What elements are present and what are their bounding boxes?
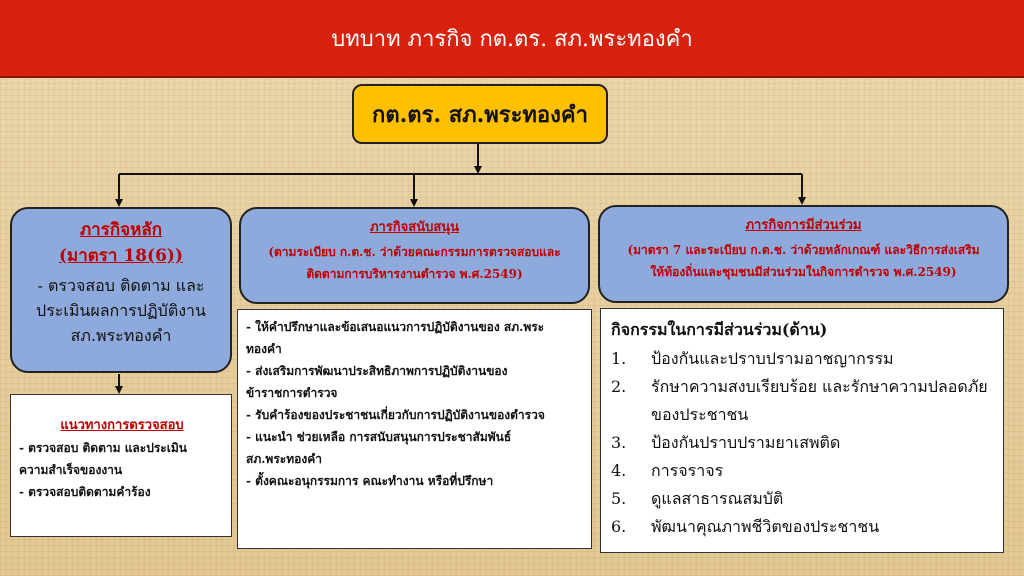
item-text: ป้องกันและปราบปรามอาชญากรรม: [651, 349, 894, 368]
root-node: [352, 84, 608, 144]
support-mission-sub: ติดตามการบริหารงานตำรวจ พ.ศ.2549): [306, 267, 523, 281]
main-mission-line: สภ.พระทองคำ: [70, 326, 172, 345]
root-label: กต.ตร. สภ.พระทองคำ: [372, 101, 588, 128]
inspection-title: แนวทางการตรวจสอบ: [60, 418, 184, 433]
main-mission-heading: ภารกิจหลัก: [79, 220, 163, 240]
main-mission-line: - ตรวจสอบ ติดตาม และ: [37, 276, 205, 295]
item-number: 5.: [611, 489, 627, 508]
support-detail-line: - แนะนำ ช่วยเหลือ การสนับสนุนการประชาสัมพันธ์: [246, 430, 512, 444]
participation-mission-sub: (มาตรา 7 และระเบียบ ก.ต.ช. ว่าด้วยหลักเกณฑ์ และวิธีการส่งเสริม: [627, 243, 980, 257]
participation-mission-sub: ให้ท้องถิ่นและชุมชนมีส่วนร่วมในกิจการตำรวจ พ.ศ.2549): [650, 265, 957, 279]
list-item: [611, 373, 995, 401]
inspection-line: - ตรวจสอบติดตามคำร้อง: [19, 485, 151, 499]
support-detail-line: ทองคำ: [246, 342, 282, 356]
item-number: 2.: [611, 377, 627, 396]
item-number: [611, 401, 651, 429]
item-text: ป้องกันปราบปรามยาเสพติด: [651, 433, 841, 452]
item-number: 3.: [611, 433, 627, 452]
support-detail-line: - รับคำร้องของประชาชนเกี่ยวกับการปฏิบัติงานของตำรวจ: [246, 408, 545, 422]
inspection-guidelines-box: [10, 394, 232, 537]
support-mission-heading: ภารกิจสนับสนุน: [369, 220, 460, 235]
list-item: [611, 429, 995, 457]
item-number: 4.: [611, 461, 627, 480]
support-detail-line: สภ.พระทองคำ: [246, 452, 322, 466]
item-text: พัฒนาคุณภาพชีวิตของประชาชน: [651, 517, 880, 536]
participation-list: [611, 345, 995, 541]
list-item: [611, 513, 995, 541]
item-text: ของประชาชน: [651, 405, 749, 424]
main-mission-line: ประเมินผลการปฏิบัติงาน: [36, 301, 206, 320]
list-item: [611, 457, 995, 485]
participation-mission-heading: ภารกิจการมีส่วนร่วม: [745, 218, 862, 233]
support-detail-line: - ส่งเสริมการพัฒนาประสิทธิภาพการปฏิบัติงานของ: [246, 364, 508, 378]
list-item: [611, 401, 995, 429]
item-text: การจราจร: [651, 461, 724, 480]
support-details-box: [237, 309, 592, 549]
item-number: 1.: [611, 349, 627, 368]
support-detail-line: ข้าราชการตำรวจ: [246, 386, 338, 400]
item-text: รักษาความสงบเรียบร้อย และรักษาความปลอดภัย: [651, 377, 988, 396]
support-mission-sub: (ตามระเบียบ ก.ต.ช. ว่าด้วยคณะกรรมการตรวจสอบและ: [268, 245, 561, 259]
participation-activities-box: [600, 308, 1004, 553]
participation-title: กิจกรรมในการมีส่วนร่วม(ด้าน): [611, 320, 828, 339]
support-detail-line: - ให้คำปรึกษาและข้อเสนอแนวการปฏิบัติงานของ สภ.พระ: [246, 320, 545, 334]
banner-title: บทบาท ภารกิจ กต.ตร. สภ.พระทองคำ: [331, 26, 693, 52]
list-item: [611, 345, 995, 373]
main-mission-subheading: (มาตรา 18(6)): [58, 246, 184, 266]
support-mission-box: [239, 207, 590, 304]
support-detail-line: - ตั้งคณะอนุกรรมการ คณะทำงาน หรือที่ปรึกษา: [246, 474, 494, 488]
main-mission-box: [10, 207, 232, 373]
main-mission-body: [12, 273, 230, 348]
inspection-line: ความสำเร็จของงาน: [19, 463, 123, 477]
participation-mission-box: [598, 205, 1009, 303]
item-text: ดูแลสาธารณสมบัติ: [651, 489, 784, 508]
list-item: [611, 485, 995, 513]
inspection-line: - ตรวจสอบ ติดตาม และประเมิน: [19, 441, 187, 455]
item-number: 6.: [611, 517, 627, 536]
